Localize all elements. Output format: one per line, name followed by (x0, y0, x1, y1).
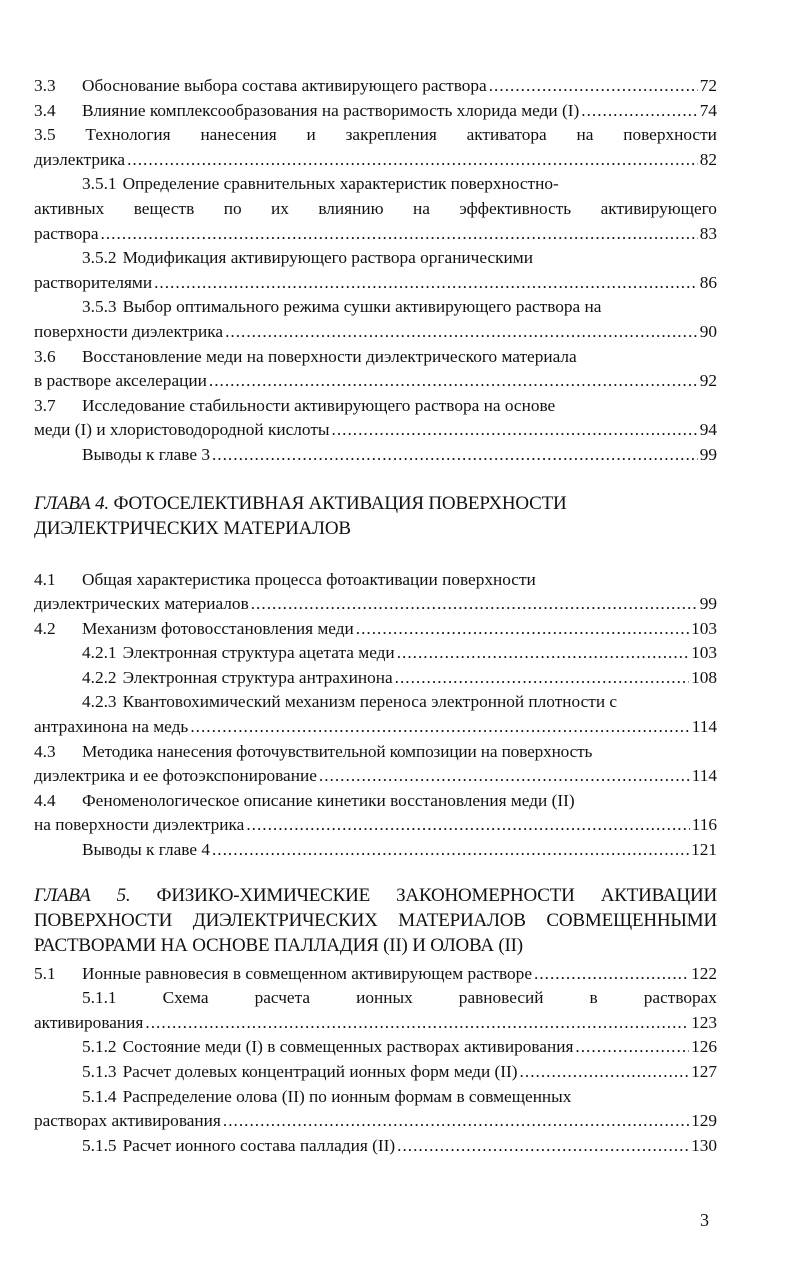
section-number: 3.5.3 (82, 297, 117, 317)
section-title-cont: на поверхности диэлектрика (34, 815, 245, 835)
toc-entry-4-1 (34, 568, 717, 617)
section-number: 4.2.2 (82, 667, 117, 687)
word: активатора (466, 125, 547, 145)
section-number: 3.7 (34, 395, 56, 415)
toc-entry-3-6 (34, 345, 717, 394)
word: равновесий (458, 988, 544, 1008)
section-title: Электронная структура ацетата меди (122, 643, 395, 663)
word: растворах (643, 988, 717, 1008)
page-ref: 72 (699, 76, 717, 95)
page-ref: 122 (691, 963, 717, 983)
word: их (271, 198, 289, 218)
page-ref: 123 (691, 1012, 717, 1032)
section-title: Методика нанесения фоточувствительной композиции на поверхность (82, 741, 593, 761)
section-title-cont: меди (I) и хлористоводородной кислоты (34, 420, 330, 440)
page-ref: 103 (691, 643, 717, 663)
toc-entry-conclusions-3 (34, 443, 717, 468)
toc-entry-5-1-5 (34, 1134, 717, 1159)
section-number: 3.5.2 (82, 248, 117, 268)
page-ref: 127 (691, 1062, 717, 1081)
chapter-4-heading (34, 491, 717, 541)
leader-dots (190, 715, 689, 740)
section-number: 4.2.3 (82, 692, 117, 712)
chapter-title-cont: РАСТВОРАМИ НА ОСНОВЕ ПАЛЛАДИЯ (II) И ОЛОВА (II) (34, 934, 523, 956)
section-number: 5.1.1 (82, 988, 117, 1008)
word: активных (34, 198, 105, 218)
page-ref: 92 (699, 371, 717, 391)
page-ref: 108 (691, 667, 717, 687)
section-number: 4.2 (34, 618, 56, 638)
page-ref: 94 (699, 420, 717, 440)
toc-entry-5-1 (34, 962, 717, 987)
section-title: Выводы к главе 4 (82, 840, 210, 860)
page-ref: 116 (691, 815, 717, 835)
section-title-cont: в растворе акселерации (34, 371, 207, 391)
section-number: 4.3 (34, 741, 56, 761)
section-number: 3.5 (34, 125, 56, 145)
chapter-title: ФИЗИКО-ХИМИЧЕСКИЕ ЗАКОНОМЕРНОСТИ АКТИВАЦИИ (156, 884, 718, 906)
chapter-label: ГЛАВА 5. (34, 884, 131, 906)
leader-dots (154, 271, 698, 296)
section-title-cont: диэлектрика (34, 149, 126, 169)
section-number: 5.1 (34, 963, 56, 983)
chapter-title-cont: ПОВЕРХНОСТИ ДИЭЛЕКТРИЧЕСКИХ МАТЕРИАЛОВ СОВМЕЩЕННЫМИ (34, 909, 717, 931)
toc-entry-3-5-1 (34, 172, 717, 246)
toc-entry-5-1-2 (34, 1035, 717, 1060)
word: на (576, 125, 594, 145)
section-title: Электронная структура антрахинона (122, 667, 393, 687)
section-number: 5.1.2 (82, 1037, 117, 1057)
toc-entry-conclusions-4 (34, 838, 717, 863)
section-number: 5.1.5 (82, 1135, 117, 1155)
section-title-cont: раствора (34, 223, 99, 243)
section-title: Состояние меди (I) в совмещенных растворах активирования (122, 1037, 574, 1057)
leader-dots (251, 592, 698, 617)
section-title: Выбор оптимального режима сушки активирующего раствора на (122, 297, 602, 317)
word: поверхности (623, 125, 717, 145)
section-number: 5.1.4 (82, 1086, 117, 1106)
leader-dots (212, 838, 689, 863)
leader-dots (534, 962, 689, 987)
section-title: Феноменологическое описание кинетики восстановления меди (II) (82, 790, 575, 810)
page-ref: 99 (699, 594, 717, 614)
section-title: Общая характеристика процесса фотоактивации поверхности (82, 569, 536, 589)
section-title: Влияние комплексообразования на растворимость хлорида меди (I) (82, 100, 580, 120)
toc-entry-4-4 (34, 789, 717, 838)
leader-dots (397, 641, 689, 666)
leader-dots (319, 764, 690, 789)
section-number: 3.3 (34, 76, 56, 95)
toc-entry-4-2-1 (34, 641, 717, 666)
section-title-cont: антрахинона на медь (34, 717, 189, 737)
word: нанесения (200, 125, 277, 145)
leader-dots (127, 148, 698, 173)
section-title-cont: поверхности диэлектрика (34, 321, 224, 341)
page-ref: 129 (691, 1111, 717, 1131)
section-number: 3.5.1 (82, 174, 117, 194)
chapter-5-heading (34, 883, 717, 958)
justified-line (34, 197, 717, 222)
section-title-cont: растворах активирования (34, 1111, 221, 1131)
section-title: Ионные равновесия в совмещенном активирующем растворе (82, 963, 532, 983)
leader-dots (246, 813, 689, 838)
leader-dots (397, 1134, 689, 1159)
toc-entry-4-2 (34, 617, 717, 642)
leader-dots (209, 369, 698, 394)
leader-dots (332, 418, 698, 443)
section-title-cont: активирования (34, 1012, 144, 1032)
leader-dots (101, 222, 698, 247)
leader-dots (356, 617, 689, 642)
toc-entry-4-2-3 (34, 690, 717, 739)
page-ref: 86 (699, 272, 717, 292)
leader-dots (395, 666, 689, 691)
leader-dots (575, 1035, 689, 1060)
chapter-title-cont: ДИЭЛЕКТРИЧЕСКИХ МАТЕРИАЛОВ (34, 517, 351, 539)
section-title: Восстановление меди на поверхности диэлектрического материала (82, 346, 577, 366)
section-title-cont: растворителями (34, 272, 153, 292)
leader-dots (581, 99, 697, 124)
page-ref: 114 (691, 766, 717, 786)
toc-entry-3-5 (34, 123, 717, 172)
section-number: 3.4 (34, 100, 56, 120)
word: в (589, 988, 598, 1008)
leader-dots (223, 1109, 689, 1134)
section-title-cont: диэлектрических материалов (34, 594, 249, 614)
page-ref: 74 (699, 100, 717, 120)
word: ионных (356, 988, 413, 1008)
page-ref: 82 (699, 149, 717, 169)
word: Схема (162, 988, 209, 1008)
section-title: Расчет долевых концентраций ионных форм меди (II) (122, 1062, 518, 1081)
section-number: 4.4 (34, 790, 56, 810)
leader-dots (225, 320, 698, 345)
page-ref: 103 (691, 618, 717, 638)
leader-dots (489, 74, 698, 99)
word: влиянию (318, 198, 384, 218)
word: и (306, 125, 316, 145)
page-ref: 130 (691, 1135, 717, 1155)
toc-entry-5-1-4 (34, 1085, 717, 1134)
page-ref: 99 (699, 444, 717, 464)
chapter-label: ГЛАВА 4. (34, 492, 109, 514)
page-ref: 83 (699, 223, 717, 243)
page-ref: 126 (691, 1037, 717, 1057)
chapter-title: ФОТОСЕЛЕКТИВНАЯ АКТИВАЦИЯ ПОВЕРХНОСТИ (113, 492, 567, 514)
page-ref: 121 (691, 840, 717, 860)
word: эффективность (459, 198, 572, 218)
section-number: 4.1 (34, 569, 56, 589)
section-title: Исследование стабильности активирующего раствора на основе (82, 395, 556, 415)
justified-line (34, 986, 717, 1011)
word: активирующего (600, 198, 717, 218)
justified-line (34, 123, 717, 148)
section-title-cont: диэлектрика и ее фотоэкспонирование (34, 766, 317, 786)
section-number: 3.6 (34, 346, 56, 366)
toc-entry-3-3 (34, 74, 717, 99)
toc-entry-3-5-2 (34, 246, 717, 295)
section-number: 4.2.1 (82, 643, 117, 663)
word: Технология (85, 125, 171, 145)
leader-dots (520, 1060, 690, 1085)
section-title: Выводы к главе 3 (82, 444, 210, 464)
word: на (412, 198, 430, 218)
page-number: 3 (700, 1210, 709, 1230)
section-title: Распределение олова (II) по ионным формам в совмещенных (122, 1086, 572, 1106)
word: закрепления (345, 125, 437, 145)
leader-dots (145, 1011, 689, 1036)
section-title: Расчет ионного состава палладия (II) (122, 1135, 396, 1155)
section-title: Обоснование выбора состава активирующего раствора (82, 76, 487, 95)
page-ref: 114 (691, 717, 717, 737)
toc-entry-5-1-1 (34, 986, 717, 1035)
toc-entry-3-7 (34, 394, 717, 443)
page-ref: 90 (699, 321, 717, 341)
toc-entry-4-2-2 (34, 666, 717, 691)
toc-entry-3-5-3 (34, 295, 717, 344)
section-title: Механизм фотовосстановления меди (82, 618, 354, 638)
word: по (223, 198, 242, 218)
word: расчета (254, 988, 311, 1008)
section-number: 5.1.3 (82, 1062, 117, 1081)
section-title: Определение сравнительных характеристик поверхностно- (122, 174, 559, 194)
toc-entry-4-3 (34, 740, 717, 789)
section-title: Квантовохимический механизм переноса электронной плотности с (122, 692, 618, 712)
toc-entry-3-4 (34, 99, 717, 124)
section-title: Модификация активирующего раствора органическими (122, 248, 533, 268)
toc-entry-5-1-3 (34, 1060, 717, 1085)
table-of-contents (34, 74, 717, 1158)
leader-dots (212, 443, 698, 468)
word: веществ (133, 198, 195, 218)
